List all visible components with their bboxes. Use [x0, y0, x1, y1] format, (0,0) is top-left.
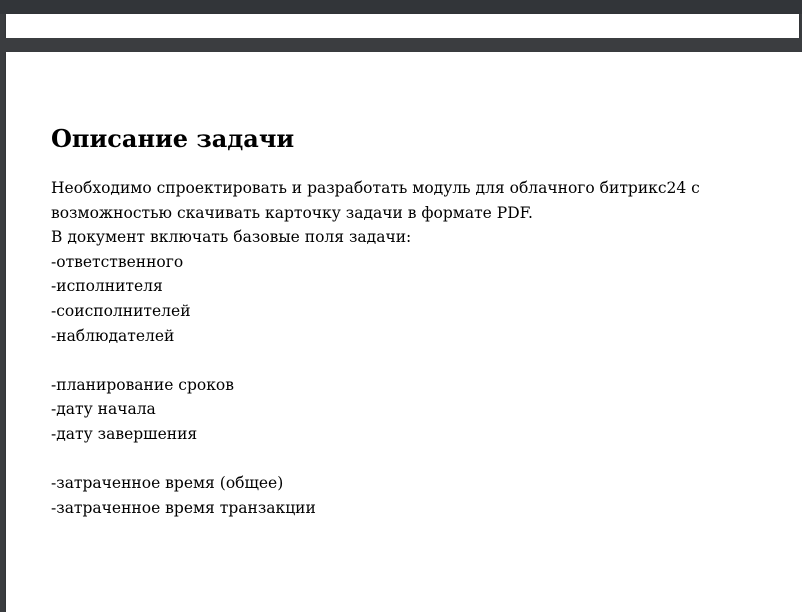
viewer-top-bar	[0, 0, 802, 14]
previous-page	[6, 14, 799, 38]
document-page	[6, 52, 802, 612]
body-line: Необходимо спроектировать и разработать модуль для облачного битрикс24 с	[51, 179, 700, 197]
page-content	[51, 124, 751, 520]
blank-line	[51, 447, 751, 472]
field-item-time-spent-total: -затраченное время (общее)	[51, 474, 284, 493]
field-item-end-date: -дату завершения	[51, 424, 198, 443]
page-separator	[0, 38, 802, 52]
field-item-observers: -наблюдателей	[51, 326, 175, 345]
field-item-start-date: -дату начала	[51, 400, 156, 419]
body-line: В документ включать базовые поля задачи:	[51, 228, 412, 247]
field-item-executor: -исполнителя	[51, 277, 163, 296]
blank-line	[51, 348, 751, 373]
document-body	[51, 176, 751, 520]
document-title: Описание задачи	[51, 124, 295, 153]
body-line: возможностью скачивать карточку задачи в формате PDF.	[51, 203, 533, 222]
field-item-deadline-planning: -планирование сроков	[51, 375, 234, 394]
field-item-time-spent-transaction: -затраченное время транзакции	[51, 498, 316, 517]
field-item-responsible: -ответственного	[51, 252, 184, 271]
field-item-co-executors: -соисполнителей	[51, 301, 191, 320]
